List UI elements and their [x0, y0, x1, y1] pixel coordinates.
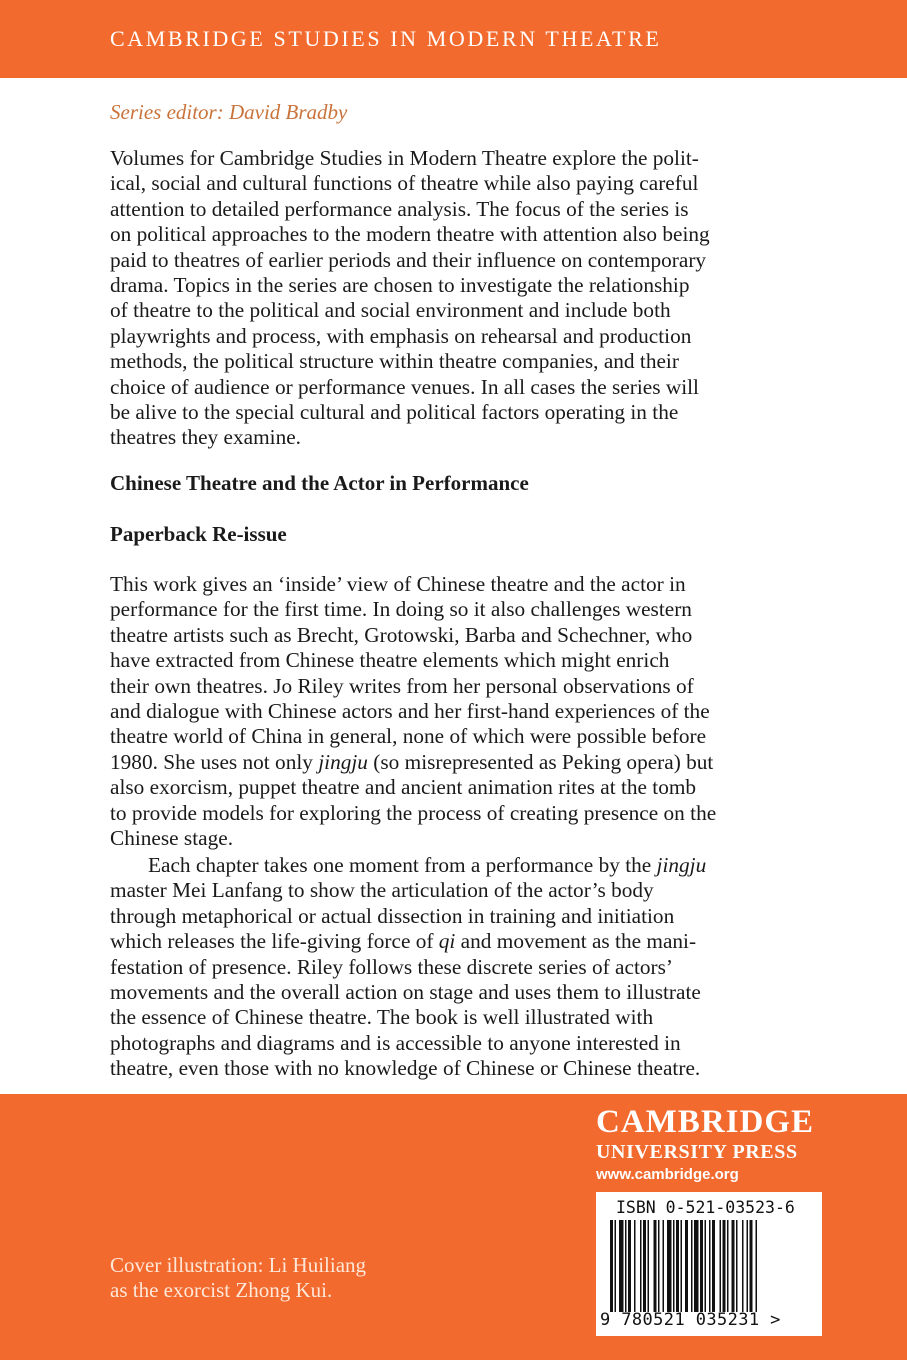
- barcode-bar: [727, 1220, 729, 1312]
- barcode-box: [596, 1192, 822, 1336]
- barcode-bar: [625, 1220, 627, 1312]
- blurb-paragraph-2: [110, 853, 800, 1082]
- text-line: [110, 750, 800, 775]
- text-line: festation of presence. Riley follows these discrete series of actors’: [110, 954, 673, 979]
- text-line: choice of audience or performance venues. In all cases the series will: [110, 374, 699, 399]
- barcode-bar: [723, 1220, 726, 1312]
- text-line: playwrights and process, with emphasis on rehearsal and production: [110, 323, 692, 348]
- text-line: through metaphorical or actual dissection in training and initiation: [110, 903, 675, 928]
- barcode-bar: [756, 1220, 758, 1312]
- series-title: CAMBRIDGE STUDIES IN MODERN THEATRE: [110, 26, 662, 51]
- barcode-bar: [658, 1220, 660, 1312]
- barcode-bar: [654, 1220, 657, 1312]
- barcode-bar: [619, 1220, 624, 1312]
- text-line: photographs and diagrams and is accessible to anyone interested in: [110, 1030, 681, 1055]
- barcode-bar: [694, 1220, 699, 1312]
- barcode-bar: [648, 1220, 650, 1312]
- credit-line: as the exorcist Zhong Kui.: [110, 1278, 333, 1302]
- publisher-press: UNIVERSITY PRESS: [596, 1141, 798, 1163]
- barcode-bar: [750, 1220, 753, 1312]
- italic-term: qi: [438, 929, 456, 954]
- text-line: master Mei Lanfang to show the articulation of the actor’s body: [110, 878, 654, 903]
- isbn-label: ISBN 0-521-03523-6: [616, 1198, 795, 1217]
- text-line: movements and the overall action on stage and uses them to illustrate: [110, 980, 701, 1005]
- credit-line: Cover illustration: Li Huiliang: [110, 1253, 367, 1277]
- text-line: drama. Topics in the series are chosen to investigate the relationship: [110, 273, 690, 298]
- barcode-bar: [732, 1220, 735, 1312]
- text-line: theatre artists such as Brecht, Grotowski, Barba and Schechner, who: [110, 622, 693, 647]
- publisher-url: www.cambridge.org: [596, 1166, 739, 1183]
- barcode-bar: [610, 1220, 613, 1312]
- barcode-bar: [712, 1220, 715, 1312]
- text-line: [110, 929, 800, 954]
- text-span: (so misrepresented as Peking opera) but: [367, 749, 714, 774]
- barcode-bar: [700, 1220, 703, 1312]
- barcode-bar: [709, 1220, 711, 1312]
- series-description: [110, 146, 800, 451]
- series-editor: Series editor: David Bradby: [110, 100, 348, 124]
- text-line: Volumes for Cambridge Studies in Modern Theatre explore the polit-: [110, 146, 699, 170]
- barcode-bar: [663, 1220, 665, 1312]
- barcode-bar: [705, 1220, 707, 1312]
- text-line: have extracted from Chinese theatre elements which might enrich: [110, 648, 670, 673]
- barcode-bar: [747, 1220, 749, 1312]
- text-line: [110, 853, 800, 878]
- text-line: attention to detailed performance analysis. The focus of the series is: [110, 196, 689, 221]
- barcode-bar: [640, 1220, 642, 1312]
- text-line: to provide models for exploring the process of creating presence on the: [110, 800, 717, 825]
- text-line: paid to theatres of earlier periods and their influence on contemporary: [110, 247, 707, 272]
- publisher-name: CAMBRIDGE: [596, 1104, 815, 1140]
- text-line: This work gives an ‘inside’ view of Chinese theatre and the actor in: [110, 572, 686, 596]
- text-line: the essence of Chinese theatre. The book is well illustrated with: [110, 1005, 654, 1030]
- barcode-bar: [720, 1220, 722, 1312]
- text-line: theatre, even those with no knowledge of Chinese or Chinese theatre.: [110, 1056, 701, 1081]
- text-line: theatres they examine.: [110, 425, 301, 450]
- publisher-logo: [596, 1104, 826, 1186]
- barcode-digits: 9 780521 035231 >: [600, 1310, 781, 1330]
- text-line: their own theatres. Jo Riley writes from her personal observations of: [110, 673, 694, 698]
- italic-term: jingju: [318, 749, 368, 774]
- text-line: be alive to the special cultural and political factors operating in the: [110, 400, 679, 425]
- text-line: also exorcism, puppet theatre and ancient animation rites at the tomb: [110, 775, 697, 800]
- text-span: Each chapter takes one moment from a performance by the: [148, 853, 657, 877]
- barcode-bar: [673, 1220, 675, 1312]
- cover-credit: [110, 1253, 366, 1303]
- text-line: and dialogue with Chinese actors and her first-hand experiences of the: [110, 699, 710, 724]
- barcode-bar: [634, 1220, 636, 1312]
- barcode-bar: [742, 1220, 744, 1312]
- text-line: ical, social and cultural functions of theatre while also paying careful: [110, 171, 699, 196]
- barcode-bar: [685, 1220, 688, 1312]
- text-line: theatre world of China in general, none of which were possible before: [110, 724, 707, 749]
- text-line: Chinese stage.: [110, 826, 234, 851]
- book-title: Chinese Theatre and the Actor in Performance: [110, 471, 529, 495]
- barcode-bar: [676, 1220, 679, 1312]
- text-span: and movement as the mani-: [455, 929, 697, 954]
- italic-term: jingju: [656, 853, 707, 877]
- text-line: on political approaches to the modern theatre with attention also being: [110, 222, 710, 247]
- text-line: of theatre to the political and social environment and include both: [110, 298, 671, 323]
- text-span: which releases the life-giving force of: [110, 929, 439, 954]
- text-line: methods, the political structure within theatre companies, and their: [110, 349, 679, 374]
- barcode-bar: [691, 1220, 693, 1312]
- text-line: performance for the first time. In doing so it also challenges western: [110, 597, 692, 622]
- barcode-bar: [736, 1220, 738, 1312]
- top-series-band: [0, 0, 907, 78]
- barcode-bar: [643, 1220, 646, 1312]
- blurb-paragraph-1: [110, 572, 800, 851]
- barcode-bar: [615, 1220, 617, 1312]
- barcode-bar: [628, 1220, 631, 1312]
- barcode-icon: [610, 1220, 808, 1312]
- text-span: 1980. She uses not only: [110, 749, 319, 774]
- barcode-bar: [681, 1220, 683, 1312]
- edition-label: Paperback Re-issue: [110, 522, 287, 546]
- barcode-bar: [667, 1220, 672, 1312]
